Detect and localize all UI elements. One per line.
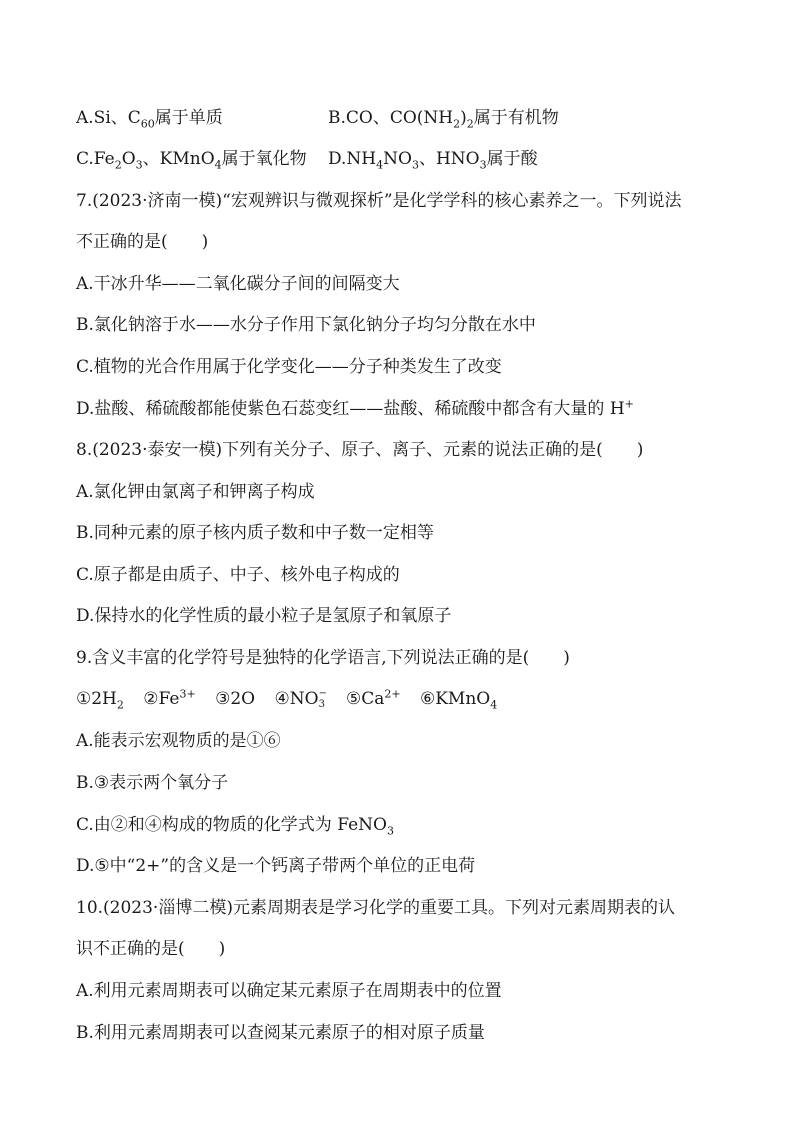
q8-option-b: B.同种元素的原子核内质子数和中子数一定相等 bbox=[76, 523, 434, 543]
symbol-2: $②Fe^{3+}$ bbox=[143, 687, 196, 709]
q9-stem: 9.含义丰富的化学符号是独特的化学语言,下列说法正确的是( ) bbox=[76, 648, 570, 668]
q6-option-d: $D.NH_4NO_3$、$HNO_3$属于酸 bbox=[328, 149, 538, 172]
symbol-1: $①2H_2$ bbox=[76, 689, 124, 712]
symbol-4: ④NO − 3 bbox=[274, 688, 327, 710]
q7-option-b: B.氯化钠溶于水——水分子作用下氯化钠分子均匀分散在水中 bbox=[76, 315, 536, 335]
q7-stem-line-1: 7.(2023·济南一模)“宏观辨识与微观探析”是化学学科的核心素养之一。下列说法 bbox=[76, 191, 682, 211]
symbol-3: ③2O bbox=[215, 689, 256, 709]
q9-symbols bbox=[76, 687, 497, 711]
q6-options-row-1 bbox=[76, 106, 223, 130]
q8-option-d: D.保持水的化学性质的最小粒子是氢原子和氧原子 bbox=[76, 606, 452, 626]
q10-stem-line-1: 10.(2023·淄博二模)元素周期表是学习化学的重要工具。下列对元素周期表的认 bbox=[76, 898, 675, 918]
q8-option-c: C.原子都是由质子、中子、核外电子构成的 bbox=[76, 565, 400, 585]
q10-stem-line-2: 识不正确的是( ) bbox=[76, 939, 226, 959]
symbol-6: ⑥KMnO$_4$ bbox=[419, 689, 498, 712]
q7-option-d: D.盐酸、稀硫酸都能使紫色石蕊变红——盐酸、稀硫酸中都含有大量的 H+ bbox=[76, 397, 634, 419]
q7-option-c: C.植物的光合作用属于化学变化——分子种类发生了改变 bbox=[76, 357, 502, 377]
q8-option-a: A.氯化钾由氯离子和钾离子构成 bbox=[76, 482, 315, 502]
q9-option-b: B.③表示两个氧分子 bbox=[76, 773, 229, 793]
q6-option-c: $C.Fe_2O_3$、KMnO$_4$属于氧化物 bbox=[76, 149, 307, 172]
q7-option-a: A.干冰升华——二氧化碳分子间的间隔变大 bbox=[76, 274, 400, 294]
q8-stem: 8.(2023·泰安一模)下列有关分子、原子、离子、元素的说法正确的是( ) bbox=[76, 440, 644, 460]
q6-option-b: B.CO、$CO(NH_2)_2$属于有机物 bbox=[328, 108, 559, 131]
q6-option-a: A.Si、$C_{60}$属于单质 bbox=[76, 108, 223, 131]
symbol-5: $⑤Ca^{2+}$ bbox=[345, 687, 401, 709]
q9-option-a: A.能表示宏观物质的是①⑥ bbox=[76, 731, 281, 751]
q10-option-b: B.利用元素周期表可以查阅某元素原子的相对原子质量 bbox=[76, 1023, 485, 1043]
q10-option-a: A.利用元素周期表可以确定某元素原子在周期表中的位置 bbox=[76, 981, 502, 1001]
q9-option-c: C.由②和④构成的物质的化学式为 FeNO$_3$ bbox=[76, 815, 394, 838]
q7-stem-line-2: 不正确的是( ) bbox=[76, 232, 209, 252]
q9-option-d: D.⑤中“2+”的含义是一个钙离子带两个单位的正电荷 bbox=[76, 856, 476, 876]
